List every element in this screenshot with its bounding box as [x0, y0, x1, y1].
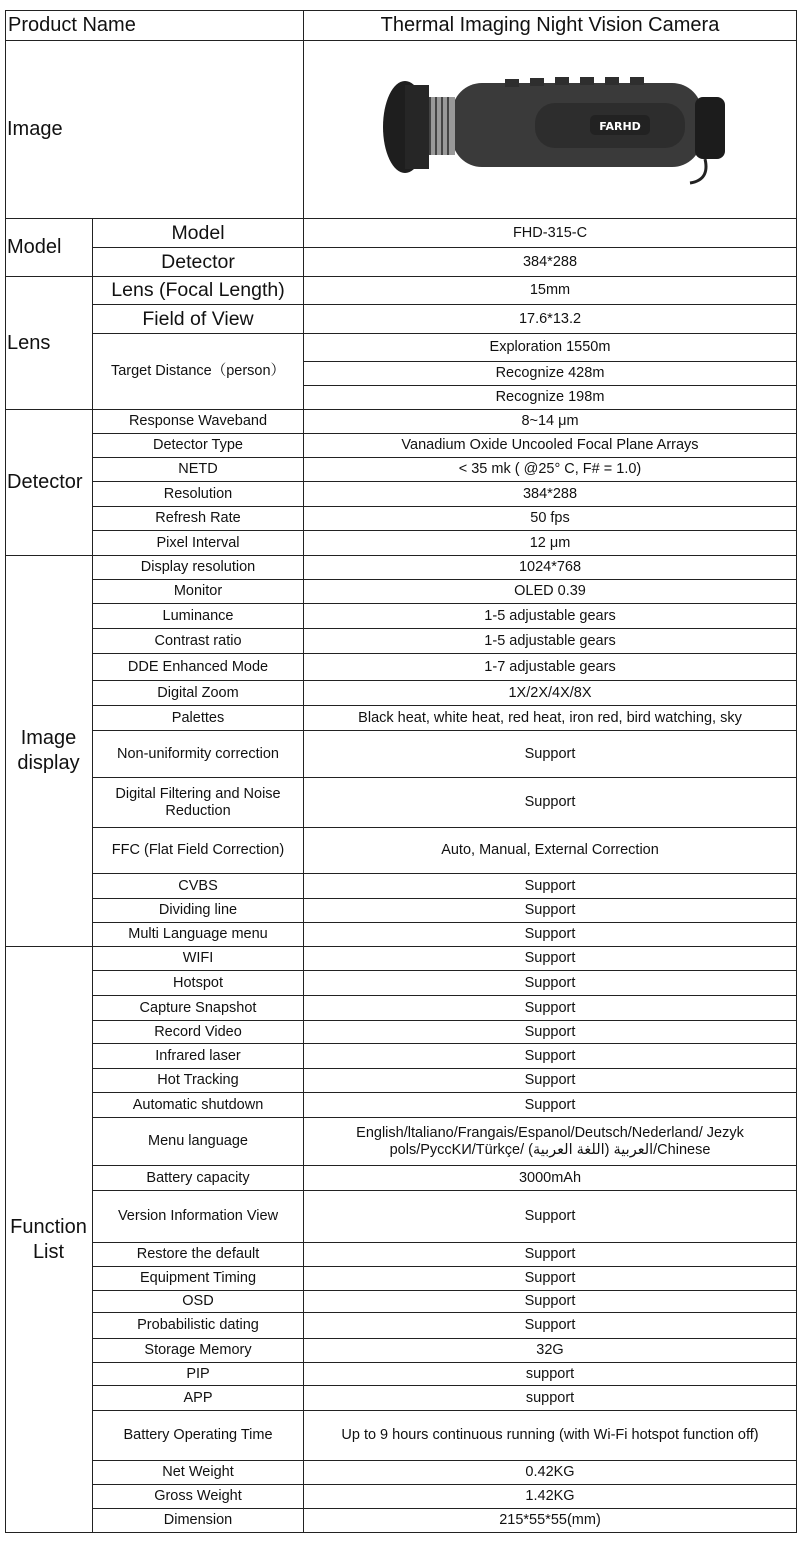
spec-label-automatic-shutdown: Automatic shutdown [93, 1093, 304, 1118]
spec-label-menu-language: Menu language [93, 1118, 304, 1166]
spec-row [6, 1485, 797, 1509]
spec-label-digital-zoom: Digital Zoom [93, 681, 304, 706]
spec-row [6, 305, 797, 334]
spec-row [6, 778, 797, 828]
spec-row [6, 996, 797, 1021]
spec-value-luminance: 1-5 adjustable gears [304, 604, 797, 629]
spec-value-menu-language: English/ltaliano/Frangais/Espanol/Deutsch/Nederland/ Jezyk pols/PyccKИ/Türkçe/ (اللغة العربية) العربية/Chinese [304, 1118, 797, 1166]
spec-row [6, 1166, 797, 1191]
spec-value-digital-zoom: 1X/2X/4X/8X [304, 681, 797, 706]
spec-row [6, 706, 797, 731]
spec-row [6, 1363, 797, 1386]
spec-value-resolution: 384*288 [304, 482, 797, 507]
spec-label-dde-enhanced-mode: DDE Enhanced Mode [93, 654, 304, 681]
spec-label-pip: PIP [93, 1363, 304, 1386]
spec-label-infrared-laser: Infrared laser [93, 1044, 304, 1069]
spec-row [6, 1243, 797, 1267]
spec-value-net-weight: 0.42KG [304, 1461, 797, 1485]
spec-value-pixel-interval: 12 μm [304, 531, 797, 556]
group-label-function-list: Function List [6, 947, 93, 1533]
spec-value-refresh-rate: 50 fps [304, 507, 797, 531]
spec-value-equipment-timing: Support [304, 1267, 797, 1291]
spec-label-gross-weight: Gross Weight [93, 1485, 304, 1509]
spec-row [6, 1339, 797, 1363]
spec-row [6, 874, 797, 899]
spec-row [6, 923, 797, 947]
spec-row [6, 556, 797, 580]
spec-label-detector-type: Detector Type [93, 434, 304, 458]
spec-value-capture-snapshot: Support [304, 996, 797, 1021]
spec-value-palettes: Black heat, white heat, red heat, iron red, bird watching, sky [304, 706, 797, 731]
spec-row [6, 731, 797, 778]
spec-label-version-information-view: Version Information View [93, 1191, 304, 1243]
spec-value-cvbs: Support [304, 874, 797, 899]
spec-row [6, 604, 797, 629]
product-name-label: Product Name [6, 11, 304, 41]
spec-value-target-distance-person: Recognize 428m [304, 362, 797, 386]
spec-row [6, 1291, 797, 1313]
spec-row [6, 629, 797, 654]
spec-label-battery-capacity: Battery capacity [93, 1166, 304, 1191]
spec-row [6, 580, 797, 604]
spec-label-wifi: WIFI [93, 947, 304, 971]
spec-label-response-waveband: Response Waveband [93, 410, 304, 434]
spec-row [6, 334, 797, 362]
spec-label-capture-snapshot: Capture Snapshot [93, 996, 304, 1021]
spec-value-app: support [304, 1386, 797, 1411]
spec-label-digital-filtering-and-noise-reduction: Digital Filtering and Noise Reduction [93, 778, 304, 828]
spec-value-record-video: Support [304, 1021, 797, 1044]
spec-value-target-distance-person: Recognize 198m [304, 386, 797, 410]
spec-value-netd: < 35 mk ( @25° C, F# = 1.0) [304, 458, 797, 482]
spec-row [6, 507, 797, 531]
spec-label-luminance: Luminance [93, 604, 304, 629]
spec-row [6, 1191, 797, 1243]
spec-row [6, 654, 797, 681]
spec-row [6, 1069, 797, 1093]
spec-row [6, 1044, 797, 1069]
spec-row [6, 681, 797, 706]
group-label-model: Model [6, 219, 93, 277]
group-label-lens: Lens [6, 277, 93, 410]
spec-label-restore-the-default: Restore the default [93, 1243, 304, 1267]
spec-label-non-uniformity-correction: Non-uniformity correction [93, 731, 304, 778]
group-label-detector: Detector [6, 410, 93, 556]
group-label-image-display: Image display [6, 556, 93, 947]
spec-label-probabilistic-dating: Probabilistic dating [93, 1313, 304, 1339]
product-name-value: Thermal Imaging Night Vision Camera [304, 11, 797, 41]
spec-label-dimension: Dimension [93, 1509, 304, 1533]
spec-value-field-of-view: 17.6*13.2 [304, 305, 797, 334]
spec-label-monitor: Monitor [93, 580, 304, 604]
spec-label-contrast-ratio: Contrast ratio [93, 629, 304, 654]
spec-label-multi-language-menu: Multi Language menu [93, 923, 304, 947]
spec-row [6, 1461, 797, 1485]
spec-row [6, 1267, 797, 1291]
spec-value-probabilistic-dating: Support [304, 1313, 797, 1339]
spec-label-hot-tracking: Hot Tracking [93, 1069, 304, 1093]
spec-row [6, 828, 797, 874]
spec-label-app: APP [93, 1386, 304, 1411]
spec-row [6, 947, 797, 971]
image-row [6, 41, 797, 219]
spec-row [6, 1411, 797, 1461]
spec-label-pixel-interval: Pixel Interval [93, 531, 304, 556]
spec-value-dimension: 215*55*55(mm) [304, 1509, 797, 1533]
spec-value-battery-operating-time: Up to 9 hours continuous running (with Wi-Fi hotspot function off) [304, 1411, 797, 1461]
spec-row [6, 277, 797, 305]
spec-value-detector-type: Vanadium Oxide Uncooled Focal Plane Arrays [304, 434, 797, 458]
spec-row [6, 1313, 797, 1339]
spec-label-netd: NETD [93, 458, 304, 482]
spec-row [6, 899, 797, 923]
spec-label-lens-focal-length: Lens (Focal Length) [93, 277, 304, 305]
spec-value-response-waveband: 8~14 μm [304, 410, 797, 434]
spec-value-infrared-laser: Support [304, 1044, 797, 1069]
spec-label-storage-memory: Storage Memory [93, 1339, 304, 1363]
spec-value-target-distance-person: Exploration 1550m [304, 334, 797, 362]
spec-label-model: Model [93, 219, 304, 248]
image-label: Image [6, 41, 304, 219]
spec-label-display-resolution: Display resolution [93, 556, 304, 580]
spec-label-detector: Detector [93, 248, 304, 277]
spec-value-ffc-flat-field-correction: Auto, Manual, External Correction [304, 828, 797, 874]
spec-value-restore-the-default: Support [304, 1243, 797, 1267]
spec-label-target-distance-person: Target Distance（person） [93, 334, 304, 410]
spec-value-dividing-line: Support [304, 899, 797, 923]
spec-value-detector: 384*288 [304, 248, 797, 277]
spec-value-dde-enhanced-mode: 1-7 adjustable gears [304, 654, 797, 681]
spec-label-osd: OSD [93, 1291, 304, 1313]
spec-value-pip: support [304, 1363, 797, 1386]
spec-label-palettes: Palettes [93, 706, 304, 731]
spec-value-lens-focal-length: 15mm [304, 277, 797, 305]
spec-row [6, 1386, 797, 1411]
thermal-camera-image [360, 75, 740, 185]
spec-value-hotspot: Support [304, 971, 797, 996]
spec-value-contrast-ratio: 1-5 adjustable gears [304, 629, 797, 654]
spec-row [6, 1509, 797, 1533]
spec-table [5, 10, 797, 1533]
spec-row [6, 531, 797, 556]
spec-label-battery-operating-time: Battery Operating Time [93, 1411, 304, 1461]
spec-label-cvbs: CVBS [93, 874, 304, 899]
spec-value-non-uniformity-correction: Support [304, 731, 797, 778]
spec-row [6, 1021, 797, 1044]
brand-logo: FARHD [599, 119, 641, 133]
spec-value-osd: Support [304, 1291, 797, 1313]
spec-label-hotspot: Hotspot [93, 971, 304, 996]
spec-label-ffc-flat-field-correction: FFC (Flat Field Correction) [93, 828, 304, 874]
spec-label-record-video: Record Video [93, 1021, 304, 1044]
spec-row [6, 434, 797, 458]
product-image-cell [304, 41, 797, 219]
spec-label-resolution: Resolution [93, 482, 304, 507]
spec-value-gross-weight: 1.42KG [304, 1485, 797, 1509]
spec-value-battery-capacity: 3000mAh [304, 1166, 797, 1191]
spec-row [6, 482, 797, 507]
spec-row [6, 410, 797, 434]
spec-value-storage-memory: 32G [304, 1339, 797, 1363]
spec-row [6, 1118, 797, 1166]
spec-value-monitor: OLED 0.39 [304, 580, 797, 604]
spec-value-automatic-shutdown: Support [304, 1093, 797, 1118]
spec-label-net-weight: Net Weight [93, 1461, 304, 1485]
spec-row [6, 248, 797, 277]
spec-row [6, 971, 797, 996]
spec-row [6, 219, 797, 248]
spec-value-multi-language-menu: Support [304, 923, 797, 947]
spec-value-wifi: Support [304, 947, 797, 971]
spec-label-dividing-line: Dividing line [93, 899, 304, 923]
spec-value-hot-tracking: Support [304, 1069, 797, 1093]
spec-value-display-resolution: 1024*768 [304, 556, 797, 580]
spec-row [6, 1093, 797, 1118]
spec-value-digital-filtering-and-noise-reduction: Support [304, 778, 797, 828]
spec-value-version-information-view: Support [304, 1191, 797, 1243]
spec-row [6, 458, 797, 482]
product-name-row [6, 11, 797, 41]
spec-label-refresh-rate: Refresh Rate [93, 507, 304, 531]
spec-label-field-of-view: Field of View [93, 305, 304, 334]
spec-value-model: FHD-315-C [304, 219, 797, 248]
spec-label-equipment-timing: Equipment Timing [93, 1267, 304, 1291]
